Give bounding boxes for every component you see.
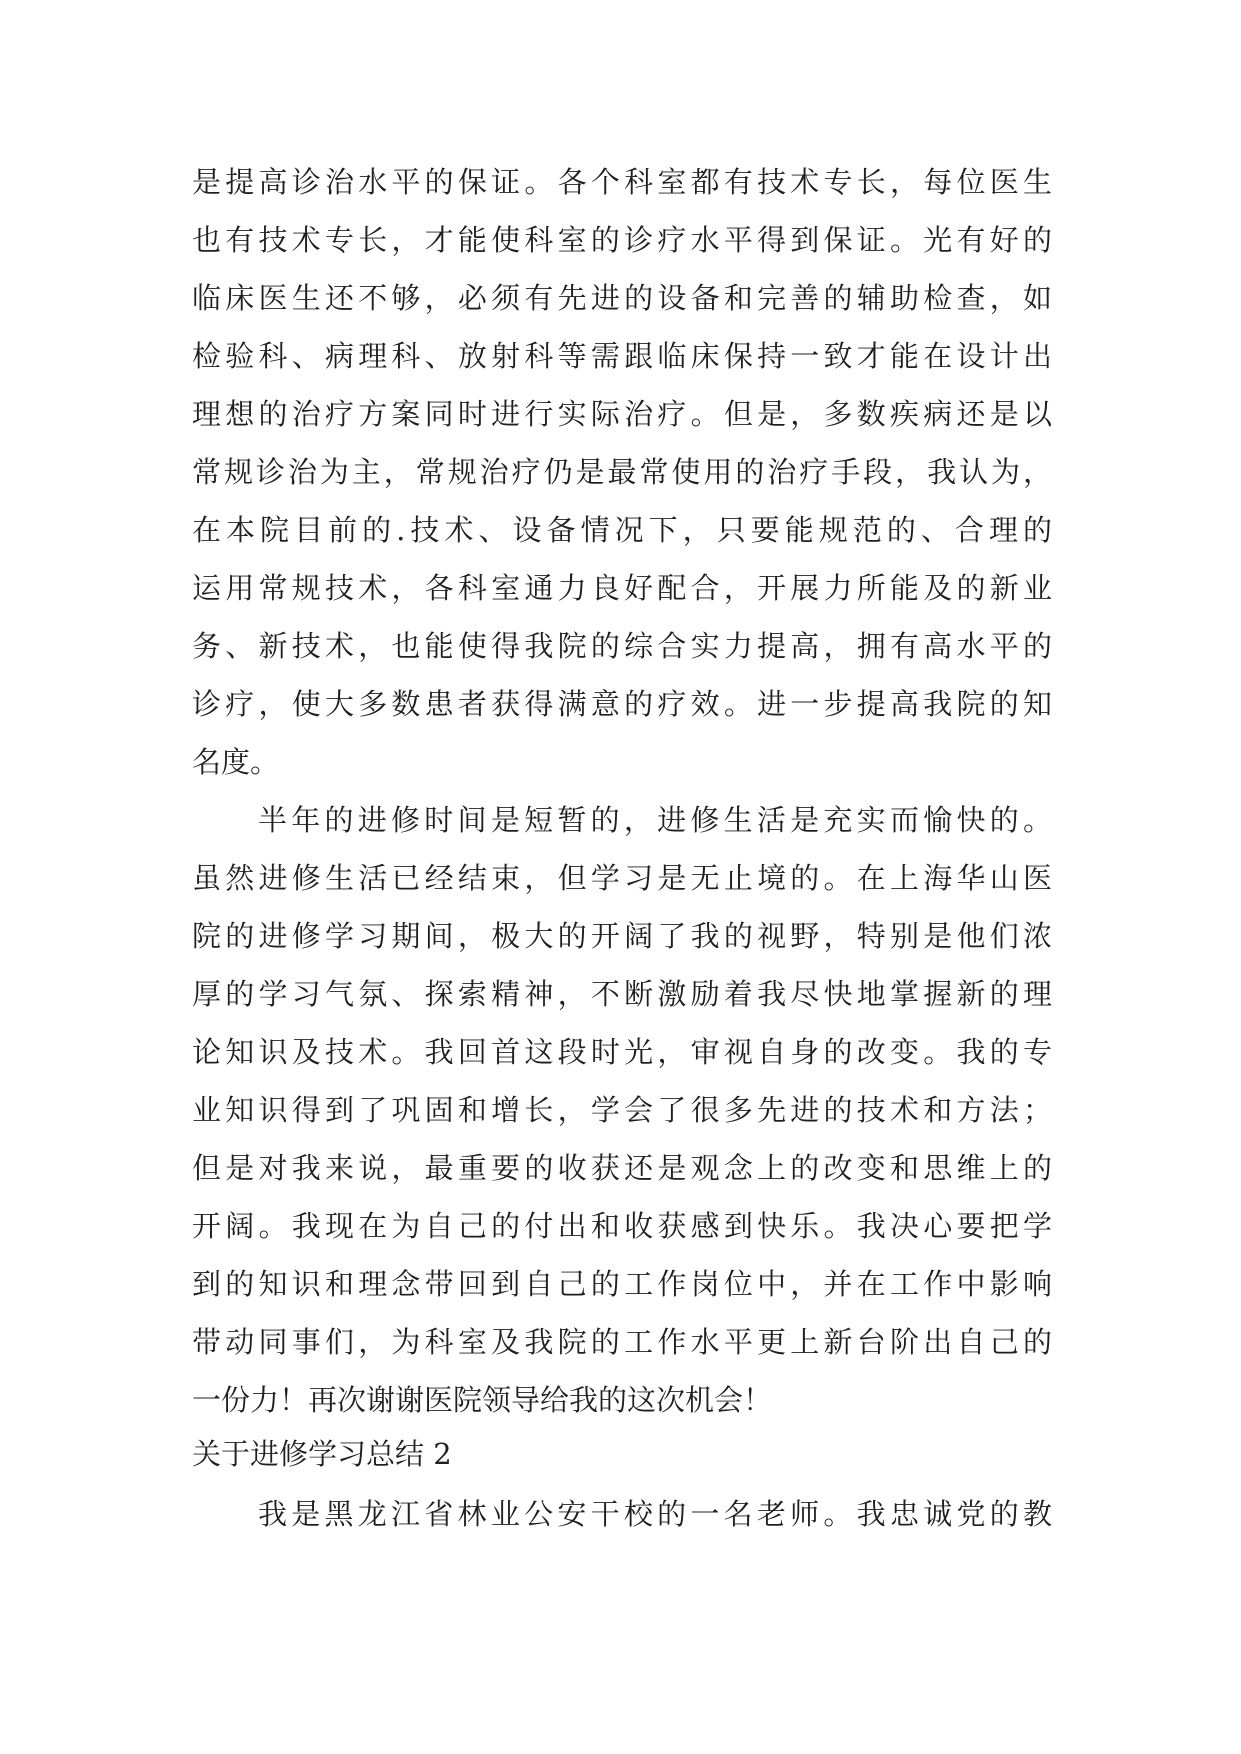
paragraph-2-line-9: 到的知识和理念带回到自己的工作岗位中，并在工作中影响: [192, 1267, 1052, 1301]
paragraph-1-line-4: 检验科、病理科、放射科等需跟临床保持一致才能在设计出: [192, 339, 1052, 373]
paragraph-2-line-5: 论知识及技术。我回首这段时光，审视自身的改变。我的专: [192, 1035, 1052, 1069]
paragraph-1-line-3: 临床医生还不够，必须有先进的设备和完善的辅助检查，如: [192, 281, 1052, 315]
paragraph-1-line-7: 在本院目前的.技术、设备情况下，只要能规范的、合理的: [192, 513, 1052, 547]
paragraph-1-line-10: 诊疗，使大多数患者获得满意的疗效。进一步提高我院的知: [192, 687, 1052, 721]
paragraph-2-line-11: 一份力！再次谢谢医院领导给我的这次机会！: [192, 1383, 773, 1417]
paragraph-1-line-8: 运用常规技术，各科室通力良好配合，开展力所能及的新业: [192, 571, 1052, 605]
paragraph-1-line-9: 务、新技术，也能使得我院的综合实力提高，拥有高水平的: [192, 629, 1052, 663]
paragraph-2-line-1: 半年的进修时间是短暂的，进修生活是充实而愉快的。: [258, 803, 1052, 837]
paragraph-1-line-1: 是提高诊治水平的保证。各个科室都有技术专长，每位医生: [192, 165, 1052, 199]
paragraph-1-line-11: 名度。: [192, 745, 280, 779]
paragraph-2-line-8: 开阔。我现在为自己的付出和收获感到快乐。我决心要把学: [192, 1209, 1052, 1243]
paragraph-1-line-2: 也有技术专长，才能使科室的诊疗水平得到保证。光有好的: [192, 223, 1052, 257]
section-heading: 关于进修学习总结 2: [192, 1437, 452, 1471]
paragraph-2-line-3: 院的进修学习期间，极大的开阔了我的视野，特别是他们浓: [192, 919, 1052, 953]
paragraph-2-line-4: 厚的学习气氛、探索精神，不断激励着我尽快地掌握新的理: [192, 977, 1052, 1011]
paragraph-2-line-2: 虽然进修生活已经结束，但学习是无止境的。在上海华山医: [192, 861, 1052, 895]
paragraph-1-line-5: 理想的治疗方案同时进行实际治疗。但是，多数疾病还是以: [192, 397, 1052, 431]
paragraph-2-line-6: 业知识得到了巩固和增长，学会了很多先进的技术和方法；: [192, 1093, 1052, 1127]
paragraph-2-line-10: 带动同事们，为科室及我院的工作水平更上新台阶出自己的: [192, 1325, 1052, 1359]
paragraph-2-line-7: 但是对我来说，最重要的收获还是观念上的改变和思维上的: [192, 1151, 1052, 1185]
paragraph-3-line-1: 我是黑龙江省林业公安干校的一名老师。我忠诚党的教: [258, 1497, 1052, 1531]
paragraph-1-line-6: 常规诊治为主，常规治疗仍是最常使用的治疗手段，我认为，: [192, 455, 1052, 489]
